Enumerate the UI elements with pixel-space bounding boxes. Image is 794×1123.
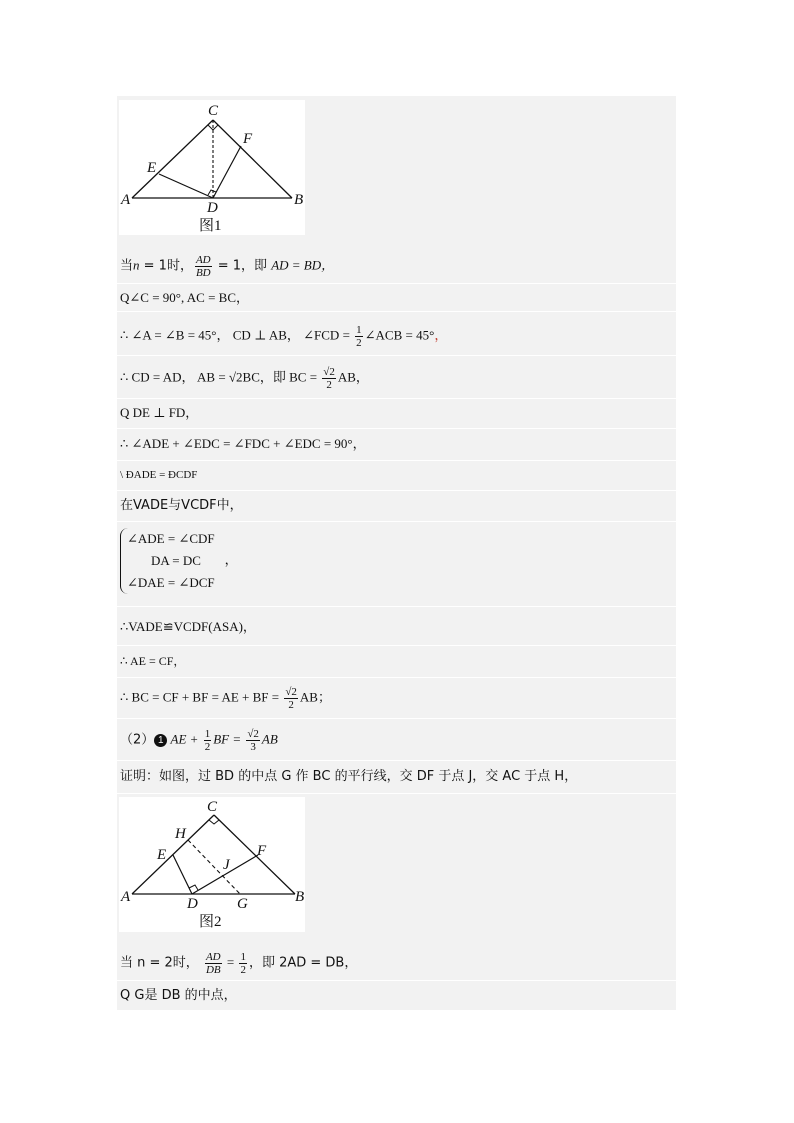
figure-1-diagram [119, 100, 305, 235]
figure-2-caption: 图2 [199, 914, 222, 930]
fraction-root2-over-2-b: $\frac{√2}{2}$ [285, 686, 297, 711]
line-9: ∠ADE = ∠CDF DA = DC ∠DAE = ∠DCF ， [120, 528, 238, 594]
label-B: B [295, 889, 305, 905]
label-F: F [243, 131, 253, 147]
line-6: ∴ ∠ADE + ∠EDC = ∠FDC + ∠EDC = 90°， [120, 436, 366, 451]
line-14: 证明：如图，过 BD 的中点 G 作 BC 的平行线，交 DF 于点 J，交 AC 于点 H， [120, 769, 578, 784]
line-1: 当n = 1时， $\frac{AD}{BD}$ = 1，即 AD = BD， [120, 254, 335, 279]
line-16: Q G是 DB 的中点， [120, 988, 237, 1003]
fraction-root2-over-2: $\frac{√2}{2}$ [323, 366, 335, 391]
label-D: D [187, 896, 198, 912]
line-8: 在VADE与VCDF中， [120, 498, 243, 513]
equation-system: ∠ADE = ∠CDF DA = DC ∠DAE = ∠DCF [120, 528, 215, 594]
line-15: 当 n = 2时， $\frac{AD}{DB}$ = $\frac{1}{2}$ ，即 2AD = DB， [120, 951, 358, 976]
label-A: A [121, 192, 131, 208]
fraction-ad-bd: $\frac{AD}{BD}$ [195, 254, 211, 279]
label-C: C [208, 103, 219, 119]
label-G: G [237, 896, 248, 912]
circled-number-icon: 1 [154, 734, 167, 747]
figure-1 [119, 100, 305, 235]
label-C: C [207, 799, 218, 815]
line-4: ∴ CD = AD， AB = √2BC，即 BC = $\frac{√2}{2}$ AB， [120, 366, 369, 391]
fraction-one-half: $\frac{1}{2}$ [356, 324, 362, 349]
line-7: \ ÐADE = ÐCDF [120, 469, 198, 481]
label-D: D [207, 200, 218, 216]
line-10: ∴VADE≌VCDF(ASA)， [120, 619, 256, 634]
label-F: F [257, 843, 267, 859]
line-12: ∴ BC = CF + BF = AE + BF = $\frac{√2}{2}$ AB； [120, 686, 331, 711]
figure-2-diagram [119, 797, 305, 932]
figure-2 [119, 797, 305, 932]
line-13: （2） 1 AE + $\frac{1}{2}$ BF = $\frac{√2}{3}$ AB [120, 728, 278, 753]
label-B: B [294, 192, 304, 208]
line-3: ∴ ∠A = ∠B = 45°， CD ⊥ AB， ∠FCD = $\frac{1}{2}$ ∠ACB = 45°， [120, 324, 448, 349]
line-5: Q DE ⊥ FD， [120, 405, 199, 420]
line-11: ∴ AE = CF， [120, 654, 186, 668]
label-H: H [175, 826, 186, 842]
label-J: J [223, 857, 230, 873]
label-A: A [121, 889, 131, 905]
line-2: Q∠C = 90°, AC = BC， [120, 290, 249, 305]
label-E: E [147, 160, 157, 176]
figure-1-caption: 图1 [199, 218, 222, 234]
label-E: E [157, 847, 167, 863]
